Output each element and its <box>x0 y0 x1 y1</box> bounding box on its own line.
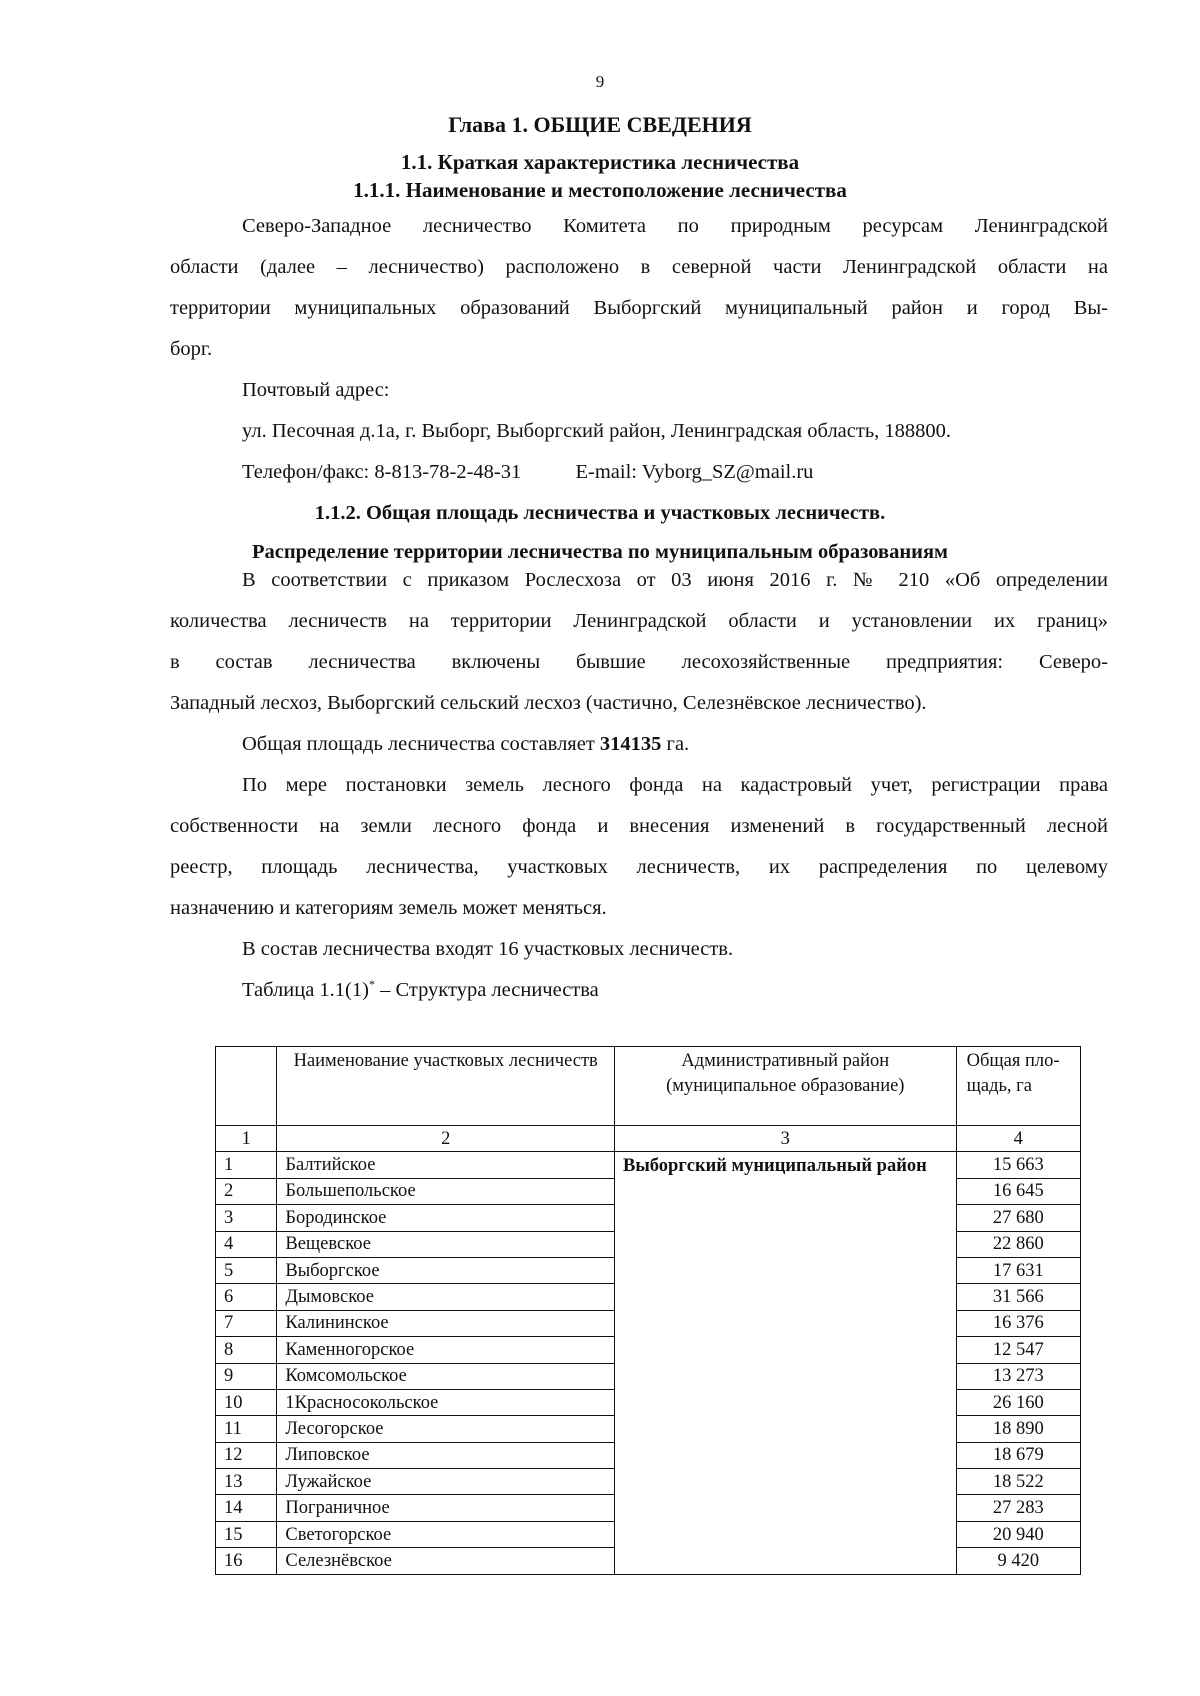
paragraph-line: количества лесничеств на территории Ленинградской области и установлении их границ» <box>170 610 1108 632</box>
area-cell: 16 376 <box>956 1310 1080 1336</box>
table-row <box>216 1152 1081 1178</box>
forestry-name-cell: 1Красносокольское <box>277 1389 615 1415</box>
caption-footnote-mark: * <box>368 977 375 991</box>
forestry-name-cell: Пограничное <box>277 1495 615 1521</box>
forestry-name-cell: Липовское <box>277 1442 615 1468</box>
area-cell: 15 663 <box>956 1152 1080 1178</box>
paragraph-line: Западный лесхоз, Выборгский сельский лесхоз (частично, Селезнёвское лесничество). <box>170 692 927 714</box>
paragraph-line: По мере постановки земель лесного фонда на кадастровый учет, регистрации права <box>242 774 1108 796</box>
row-index-cell: 6 <box>216 1284 277 1310</box>
district-cell: Выборгский муниципальный район <box>615 1152 957 1574</box>
caption-prefix: Таблица 1.1(1) <box>242 978 369 1001</box>
paragraph-line: области (далее – лесничество) расположено в северной части Ленинградской области на <box>170 256 1108 278</box>
paragraph-line: борг. <box>170 338 213 360</box>
row-index-cell: 9 <box>216 1363 277 1389</box>
forestry-name-cell: Лужайское <box>277 1469 615 1495</box>
row-index-cell: 11 <box>216 1416 277 1442</box>
area-cell: 22 860 <box>956 1231 1080 1257</box>
row-index-cell: 10 <box>216 1389 277 1415</box>
area-cell: 13 273 <box>956 1363 1080 1389</box>
phone-text: Телефон/факс: 8-813-78-2-48-31 <box>242 461 522 483</box>
row-index-cell: 3 <box>216 1205 277 1231</box>
header-cell-district: Административный район (муниципальное образование) <box>615 1047 957 1126</box>
area-cell: 9 420 <box>956 1548 1080 1574</box>
paragraph-line: в состав лесничества включены бывшие лесохозяйственные предприятия: Северо- <box>170 651 1108 673</box>
row-index-cell: 8 <box>216 1337 277 1363</box>
forestry-name-cell: Комсомольское <box>277 1363 615 1389</box>
postal-label: Почтовый адрес: <box>242 379 390 401</box>
total-area-value: 314135 <box>599 733 662 755</box>
area-cell: 18 679 <box>956 1442 1080 1468</box>
area-cell: 27 680 <box>956 1205 1080 1231</box>
postal-address: ул. Песочная д.1а, г. Выборг, Выборгский район, Ленинградская область, 188800. <box>242 420 952 442</box>
area-cell: 26 160 <box>956 1389 1080 1415</box>
caption-suffix: – Структура лесничества <box>374 978 599 1001</box>
row-index-cell: 12 <box>216 1442 277 1468</box>
area-cell: 18 522 <box>956 1469 1080 1495</box>
contact-line <box>242 461 1108 484</box>
paragraph-line: В соответствии с приказом Рослесхоза от 03 июня 2016 г. № 210 «Об определении <box>242 569 1108 591</box>
total-area-line <box>242 733 1108 756</box>
forestry-name-cell: Большепольское <box>277 1178 615 1204</box>
paragraph-line: назначению и категориям земель может меняться. <box>170 897 607 919</box>
forestry-name-cell: Вещевское <box>277 1231 615 1257</box>
paragraph-line: реестр, площадь лесничества, участковых лесничеств, их распределения по целевому <box>170 856 1108 878</box>
distribution-heading: Распределение территории лесничества по муниципальным образованиям <box>251 541 949 563</box>
forestry-name-cell: Светогорское <box>277 1521 615 1547</box>
email-text: E-mail: Vyborg_SZ@mail.ru <box>575 461 814 483</box>
page-number: 9 <box>595 72 605 91</box>
area-cell: 17 631 <box>956 1257 1080 1283</box>
table-caption <box>242 977 1108 1002</box>
total-area-suffix: га. <box>661 733 690 755</box>
column-number-row <box>216 1126 1081 1152</box>
forestry-structure-table <box>215 1046 1081 1575</box>
row-index-cell: 16 <box>216 1548 277 1574</box>
row-index-cell: 14 <box>216 1495 277 1521</box>
forestry-name-cell: Бородинское <box>277 1205 615 1231</box>
header-cell-name: Наименование участковых лесничеств <box>277 1047 615 1126</box>
section-title-1-1-2: 1.1.2. Общая площадь лесничества и участковых лесничеств. <box>314 502 886 524</box>
row-index-cell: 7 <box>216 1310 277 1336</box>
area-cell: 20 940 <box>956 1521 1080 1547</box>
column-number: 2 <box>277 1126 615 1152</box>
forestry-name-cell: Выборгское <box>277 1257 615 1283</box>
paragraph-line: Северо-Западное лесничество Комитета по природным ресурсам Ленинградской <box>242 215 1108 237</box>
total-area-prefix: Общая площадь лесничества составляет <box>242 733 600 755</box>
chapter-title: Глава 1. ОБЩИЕ СВЕДЕНИЯ <box>448 112 752 137</box>
column-number: 3 <box>615 1126 957 1152</box>
column-number: 4 <box>956 1126 1080 1152</box>
header-cell-index <box>216 1047 277 1126</box>
row-index-cell: 15 <box>216 1521 277 1547</box>
section-title-1-1: 1.1. Краткая характеристика лесничества <box>400 150 800 174</box>
forestry-name-cell: Селезнёвское <box>277 1548 615 1574</box>
row-index-cell: 2 <box>216 1178 277 1204</box>
paragraph-line: территории муниципальных образований Выборгский муниципальный район и город Вы- <box>170 297 1108 319</box>
header-cell-area: Общая пло-щадь, га <box>956 1047 1080 1126</box>
table-header-row <box>216 1047 1081 1126</box>
area-cell: 27 283 <box>956 1495 1080 1521</box>
area-cell: 18 890 <box>956 1416 1080 1442</box>
forestry-name-cell: Дымовское <box>277 1284 615 1310</box>
row-index-cell: 1 <box>216 1152 277 1178</box>
forestry-name-cell: Каменногорское <box>277 1337 615 1363</box>
section-title-1-1-1: 1.1.1. Наименование и местоположение лесничества <box>353 178 847 202</box>
paragraph-line: собственности на земли лесного фонда и внесения изменений в государственный лесной <box>170 815 1108 837</box>
forestry-name-cell: Калининское <box>277 1310 615 1336</box>
forestry-name-cell: Лесогорское <box>277 1416 615 1442</box>
row-index-cell: 4 <box>216 1231 277 1257</box>
column-number: 1 <box>216 1126 277 1152</box>
area-cell: 31 566 <box>956 1284 1080 1310</box>
area-cell: 16 645 <box>956 1178 1080 1204</box>
composition-line: В состав лесничества входят 16 участковых лесничеств. <box>242 938 734 960</box>
forestry-name-cell: Балтийское <box>277 1152 615 1178</box>
row-index-cell: 5 <box>216 1257 277 1283</box>
row-index-cell: 13 <box>216 1469 277 1495</box>
area-cell: 12 547 <box>956 1337 1080 1363</box>
